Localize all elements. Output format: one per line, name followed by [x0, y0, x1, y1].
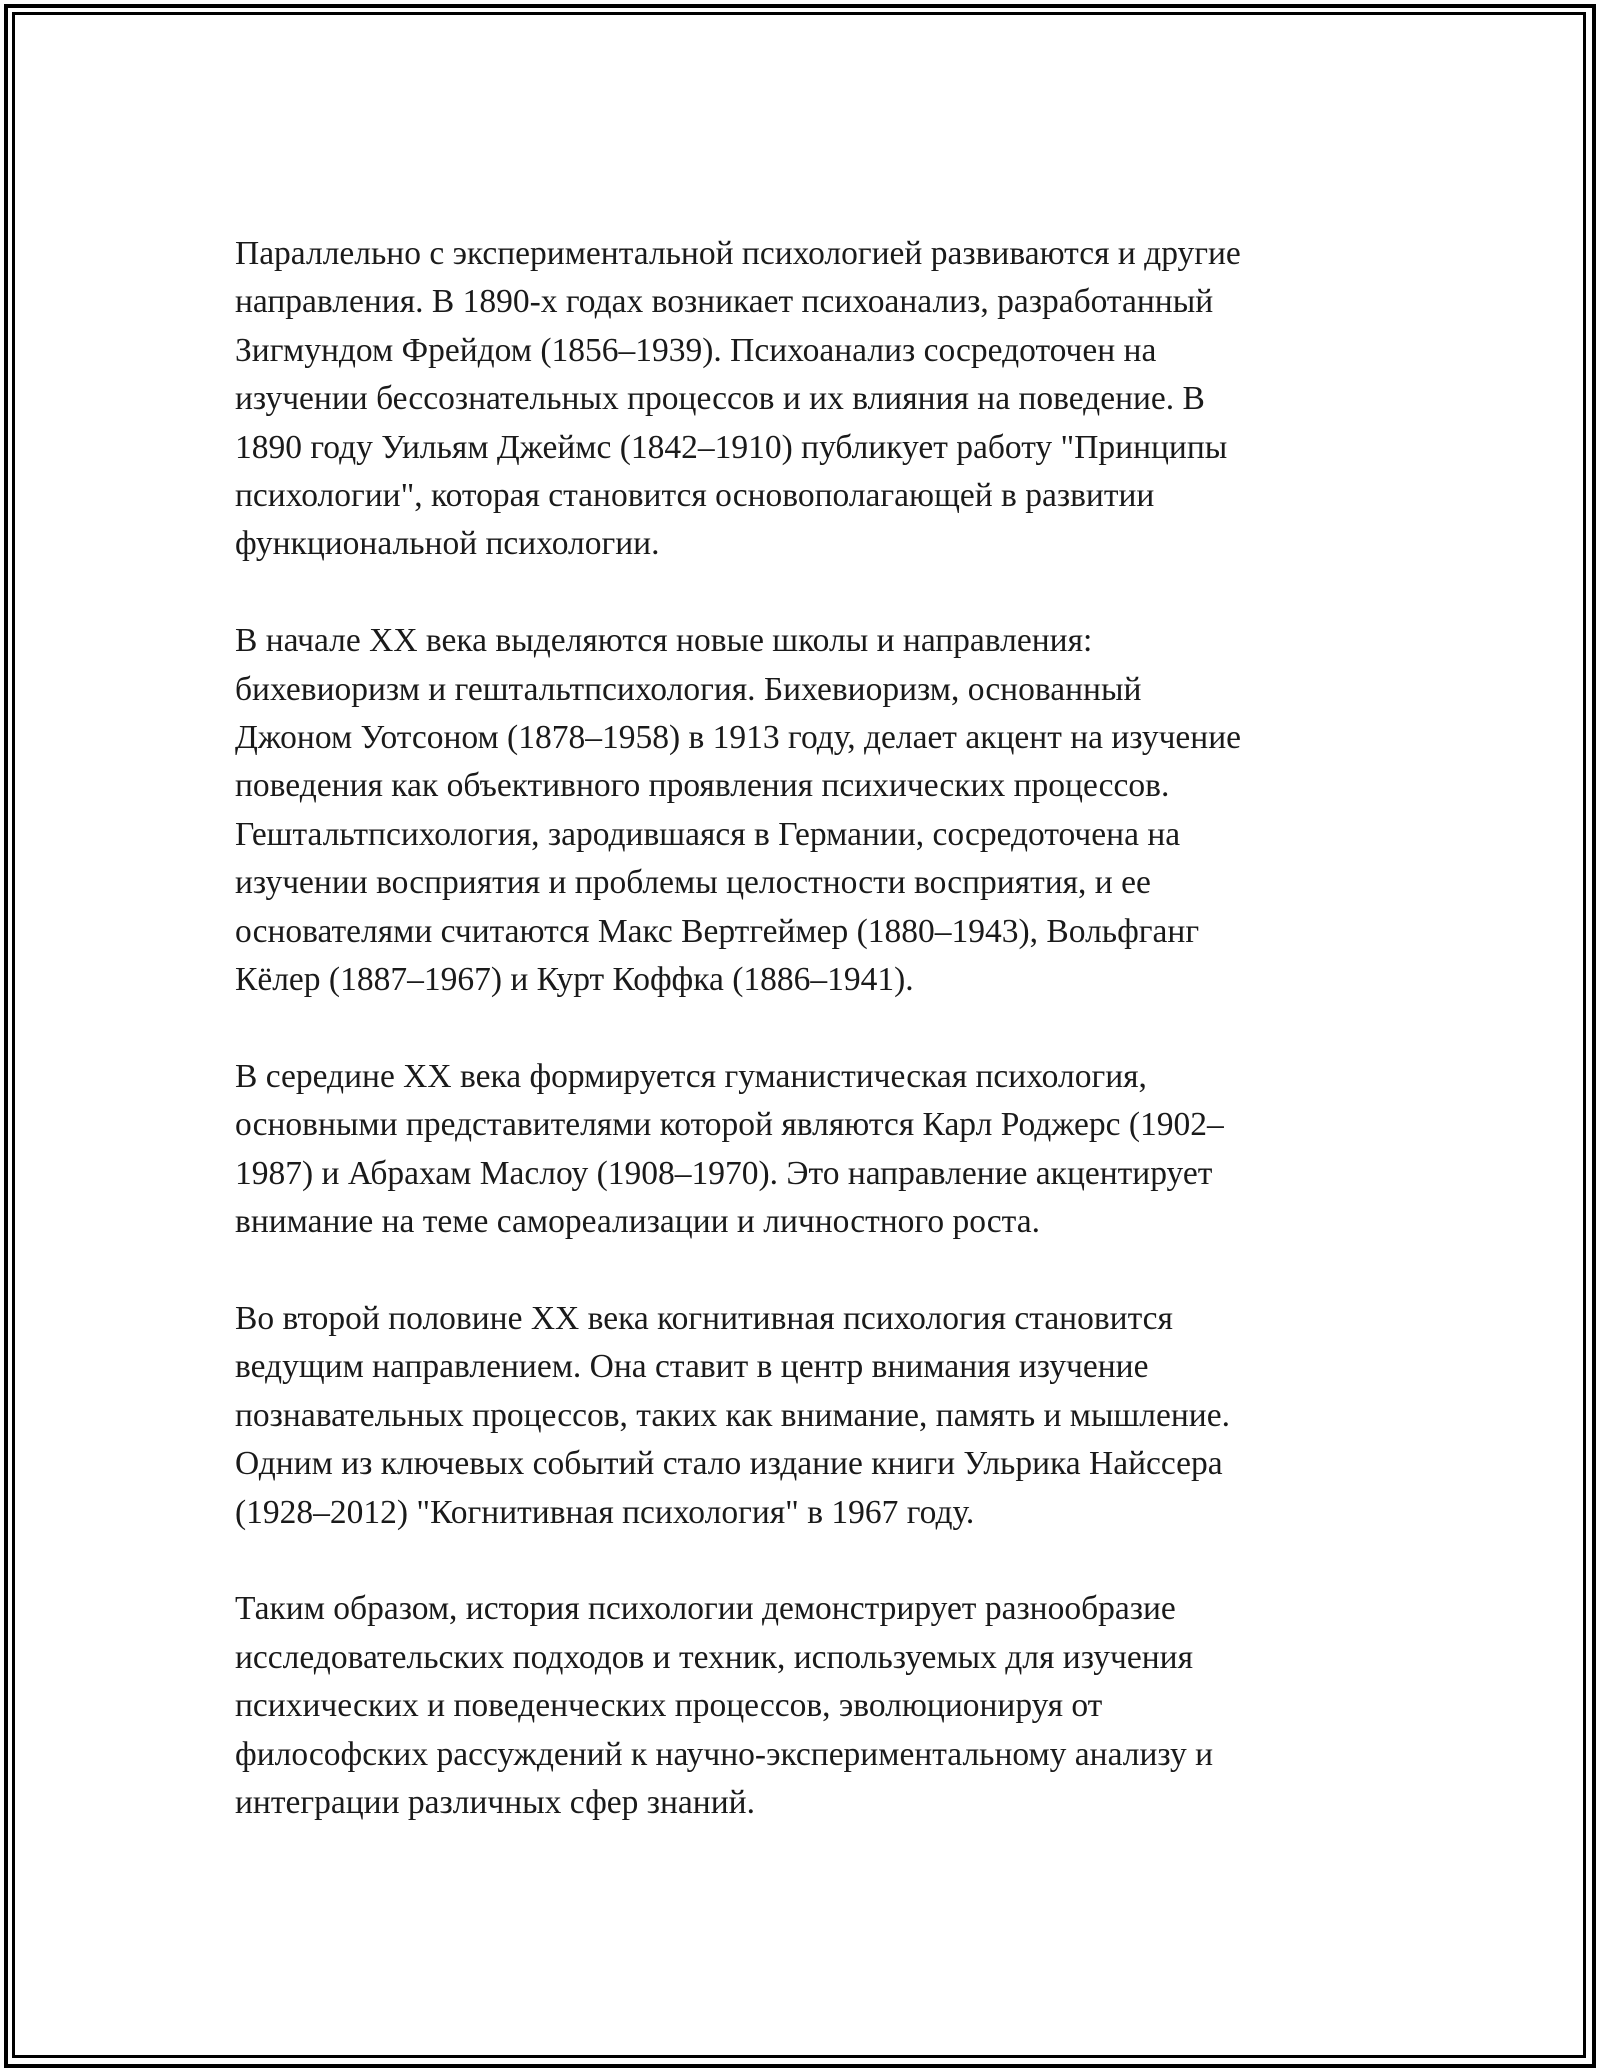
text-line: 1987) и Абрахам Маслоу (1908–1970). Это направление акцентирует [235, 1154, 1213, 1192]
paragraph-experimental-psychology [235, 230, 1355, 569]
text-line: функциональной психологии. [235, 525, 660, 563]
text-line: Джоном Уотсоном (1878–1958) в 1913 году, делает акцент на изучение [235, 719, 1242, 757]
text-line: Во второй половине XX века когнитивная психология становится [235, 1299, 1173, 1337]
text-line: изучении бессознательных процессов и их влияния на поведение. В [235, 380, 1205, 418]
text-line: Зигмундом Фрейдом (1856–1939). Психоанализ сосредоточен на [235, 331, 1157, 369]
text-line: познавательных процессов, таких как внимание, память и мышление. [235, 1396, 1230, 1434]
paragraph-behaviorism-gestalt [235, 617, 1355, 1004]
text-line: Таким образом, история психологии демонстрирует разнообразие [235, 1590, 1176, 1628]
text-line: В начале XX века выделяются новые школы и направления: [235, 622, 1093, 660]
text-line: психических и поведенческих процессов, эволюционируя от [235, 1687, 1103, 1725]
paragraph-cognitive-psychology [235, 1295, 1355, 1537]
text-line: интеграции различных сфер знаний. [235, 1783, 755, 1821]
text-line: ведущим направлением. Она ставит в центр внимания изучение [235, 1348, 1149, 1386]
paragraph-conclusion [235, 1585, 1355, 1827]
text-line: Одним из ключевых событий стало издание книги Ульрика Найссера [235, 1445, 1223, 1483]
text-line: внимание на теме самореализации и личностного роста. [235, 1203, 1040, 1241]
text-line: философских рассуждений к научно-экспериментальному анализу и [235, 1735, 1213, 1773]
text-line: В середине XX века формируется гуманистическая психология, [235, 1057, 1147, 1095]
text-line: (1928–2012) "Когнитивная психология" в 1967 году. [235, 1493, 975, 1531]
text-line: направления. В 1890-х годах возникает психоанализ, разработанный [235, 283, 1214, 321]
text-line: Кёлер (1887–1967) и Курт Коффка (1886–1941). [235, 961, 914, 999]
text-line: основателями считаются Макс Вертгеймер (1880–1943), Вольфганг [235, 912, 1200, 950]
paragraph-humanistic-psychology [235, 1053, 1355, 1247]
document-body [235, 230, 1355, 1876]
text-line: исследовательских подходов и техник, используемых для изучения [235, 1638, 1193, 1676]
text-line: психологии", которая становится основополагающей в развитии [235, 477, 1155, 515]
text-line: бихевиоризм и гештальтпсихология. Бихевиоризм, основанный [235, 670, 1142, 708]
text-line: изучении восприятия и проблемы целостности восприятия, и ее [235, 864, 1151, 902]
text-line: Гештальтпсихология, зародившаяся в Германии, сосредоточена на [235, 815, 1181, 853]
text-line: Параллельно с экспериментальной психологией развиваются и другие [235, 235, 1241, 272]
text-line: основными представителями которой являются Карл Роджерс (1902– [235, 1106, 1224, 1144]
text-line: 1890 году Уильям Джеймс (1842–1910) публикует работу "Принципы [235, 428, 1228, 466]
text-line: поведения как объективного проявления психических процессов. [235, 767, 1170, 805]
